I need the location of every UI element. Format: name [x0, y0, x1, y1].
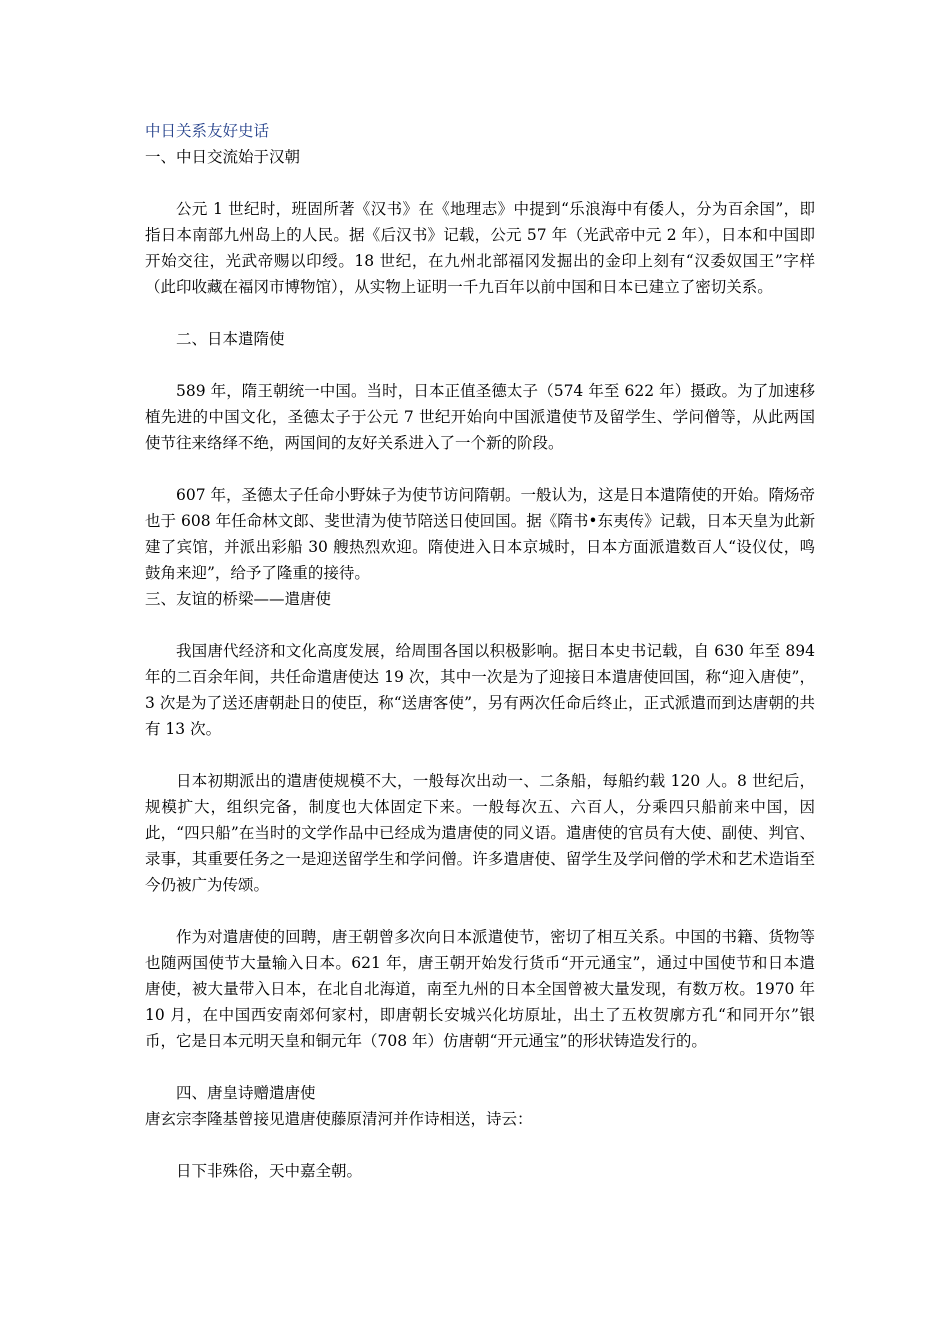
paragraph-6: 作为对遣唐使的回聘，唐王朝曾多次向日本派遣使节，密切了相互关系。中国的书籍、货物等也随两国使节大量输入日本。621 年，唐王朝开始发行货币“开元通宝”，通过中国使节和日本遣唐使，被大量带入日本，在北自北海道，南至九州的日本全国曾被大量发现，有数万枚。1970 年 10 月，在中国西安南郊何家村，即唐朝长安城兴化坊原址，出土了五枚贺廓方孔“和同开尔”银币，它是日本元明天皇和铜元年（708 年）仿唐朝“开元通宝”的形状铸造发行的。	[145, 928, 815, 1050]
paragraph-7: 唐玄宗李隆基曾接见遣唐使藤原清河并作诗相送，诗云：	[145, 1110, 533, 1128]
section-heading-4: 四、唐皇诗赠遣唐使	[176, 1084, 316, 1102]
paragraph-4: 我国唐代经济和文化高度发展，给周围各国以积极影响。据日本史书记载，自 630 年至 894 年的二百余年间，共任命遣唐使达 19 次，其中一次是为了迎接日本遣唐使回国，称“迎入唐使”，3 次是为了送还唐朝赴日的使臣，称“送唐客使”，另有两次任命后终止，正式派遣而到达唐朝的共有 13 次。	[145, 642, 816, 738]
document-title: 中日关系友好史话	[145, 122, 270, 140]
paragraph-5: 日本初期派出的遣唐使规模不大，一般每次出动一、二条船，每船约载 120 人。8 世纪后，规模扩大，组织完备，制度也大体固定下来。一般每次五、六百人，分乘四只船前来中国，因此，“四只船”在当时的文学作品中已经成为遣唐使的同义语。遣唐使的官员有大使、副使、判官、录事，其重要任务之一是迎送留学生和学问僧。许多遣唐使、留学生及学问僧的学术和艺术造诣至今仍被广为传颂。	[145, 772, 815, 894]
section-heading-1: 一、中日交流始于汉朝	[145, 148, 301, 166]
paragraph-3: 607 年，圣德太子任命小野妹子为使节访问隋朝。一般认为，这是日本遣隋使的开始。隋炀帝也于 608 年任命林文郎、斐世清为使节陪送日使回国。据《隋书•东夷传》记载，日本天皇为此新建了宾馆，并派出彩船 30 艘热烈欢迎。隋使进入日本京城时，日本方面派遣数百人“设仪仗，鸣鼓角来迎”，给予了隆重的接待。	[145, 486, 816, 582]
section-heading-2: 二、日本遣隋使	[176, 330, 285, 348]
section-heading-3: 三、友谊的桥梁——遣唐使	[145, 590, 332, 608]
paragraph-1: 公元 1 世纪时，班固所著《汉书》在《地理志》中提到“乐浪海中有倭人，分为百余国”，即指日本南部九州岛上的人民。据《后汉书》记载，公元 57 年（光武帝中元 2 年），日本和中国即开始交往，光武帝赐以印绶。18 世纪，在九州北部福冈发掘出的金印上刻有“汉委奴国王”字样（此印收藏在福冈市博物馆），从实物上证明一千九百年以前中国和日本已建立了密切关系。	[145, 200, 815, 296]
document-page	[145, 118, 815, 1184]
poem-line-1: 日下非殊俗，天中嘉全朝。	[176, 1162, 363, 1180]
paragraph-2: 589 年，隋王朝统一中国。当时，日本正值圣德太子（574 年至 622 年）摄政。为了加速移植先进的中国文化，圣德太子于公元 7 世纪开始向中国派遣使节及留学生、学问僧等，从此两国使节往来络绎不绝，两国间的友好关系进入了一个新的阶段。	[145, 382, 815, 452]
